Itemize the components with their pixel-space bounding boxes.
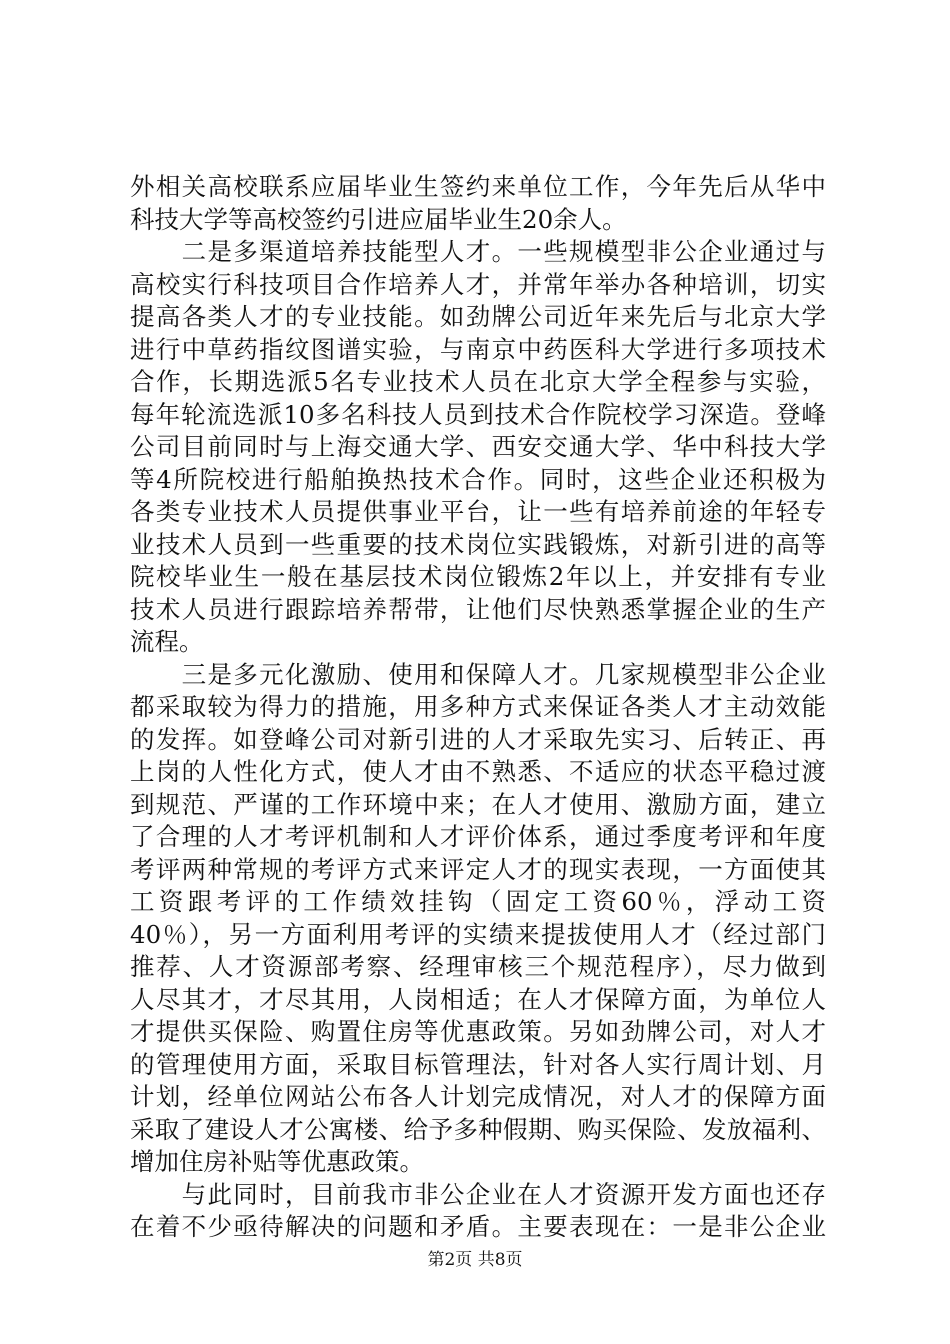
text-line: 二是多渠道培养技能型人才。一些规模型非公企业通过与 — [130, 237, 826, 266]
page-number-footer: 第2页 共8页 — [427, 1250, 523, 1270]
text-line: 增加住房补贴等优惠政策。 — [130, 1147, 424, 1176]
text-line: 院校毕业生一般在基层技术岗位锻炼2年以上，并安排有专业 — [130, 562, 826, 591]
text-line: 各类专业技术人员提供事业平台，让一些有培养前途的年轻专 — [130, 497, 826, 526]
text-line: 提高各类人才的专业技能。如劲牌公司近年来先后与北京大学 — [130, 302, 826, 331]
text-line: 计划，经单位网站公布各人计划完成情况，对人才的保障方面 — [130, 1082, 826, 1111]
text-line: 技术人员进行跟踪培养帮带，让他们尽快熟悉掌握企业的生产 — [130, 594, 826, 624]
text-line: 三是多元化激励、使用和保障人才。几家规模型非公企业 — [130, 659, 826, 689]
text-line: 进行中草药指纹图谱实验，与南京中药医科大学进行多项技术 — [130, 334, 826, 364]
text-line: 在着不少亟待解决的问题和矛盾。主要表现在：一是非公企业 — [130, 1212, 826, 1241]
text-line: 公司目前同时与上海交通大学、西安交通大学、华中科技大学 — [130, 432, 826, 461]
text-line: 才提供买保险、购置住房等优惠政策。另如劲牌公司，对人才 — [130, 1017, 826, 1046]
text-line: 到规范、严谨的工作环境中来；在人才使用、激励方面，建立 — [130, 789, 826, 819]
text-line: 上岗的人性化方式，使人才由不熟悉、不适应的状态平稳过渡 — [130, 757, 826, 786]
text-line: 工资跟考评的工作绩效挂钩（固定工资60％，浮动工资 — [130, 887, 826, 916]
text-line: 合作，长期选派5名专业技术人员在北京大学全程参与实验， — [130, 367, 826, 396]
text-line: 等4所院校进行船舶换热技术合作。同时，这些企业还积极为 — [130, 464, 826, 494]
text-line: 推荐、人才资源部考察、经理审核三个规范程序），尽力做到 — [130, 952, 826, 981]
text-line: 考评两种常规的考评方式来评定人才的现实表现，一方面使其 — [130, 854, 826, 884]
text-line: 外相关高校联系应届毕业生签约来单位工作，今年先后从华中 — [130, 172, 826, 201]
document-body — [130, 171, 826, 1244]
text-line: 业技术人员到一些重要的技术岗位实践锻炼，对新引进的高等 — [130, 529, 826, 559]
text-line: 人尽其才，才尽其用，人岗相适；在人才保障方面，为单位人 — [130, 984, 826, 1014]
text-line: 流程。 — [130, 627, 204, 656]
text-line: 40％），另一方面利用考评的实绩来提拔使用人才（经过部门 — [130, 919, 826, 949]
text-line: 的管理使用方面，采取目标管理法，针对各人实行周计划、月 — [130, 1049, 826, 1079]
text-line: 采取了建设人才公寓楼、给予多种假期、购买保险、发放福利、 — [130, 1114, 826, 1144]
text-line: 的发挥。如登峰公司对新引进的人才采取先实习、后转正、再 — [130, 724, 826, 754]
text-line: 与此同时，目前我市非公企业在人才资源开发方面也还存 — [130, 1179, 826, 1209]
text-line: 高校实行科技项目合作培养人才，并常年举办各种培训，切实 — [130, 269, 826, 299]
text-line: 每年轮流选派10多名科技人员到技术合作院校学习深造。登峰 — [130, 399, 826, 429]
text-line: 科技大学等高校签约引进应届毕业生20余人。 — [130, 204, 627, 234]
text-line: 都采取较为得力的措施，用多种方式来保证各类人才主动效能 — [130, 692, 826, 721]
text-line: 了合理的人才考评机制和人才评价体系，通过季度考评和年度 — [130, 822, 826, 851]
